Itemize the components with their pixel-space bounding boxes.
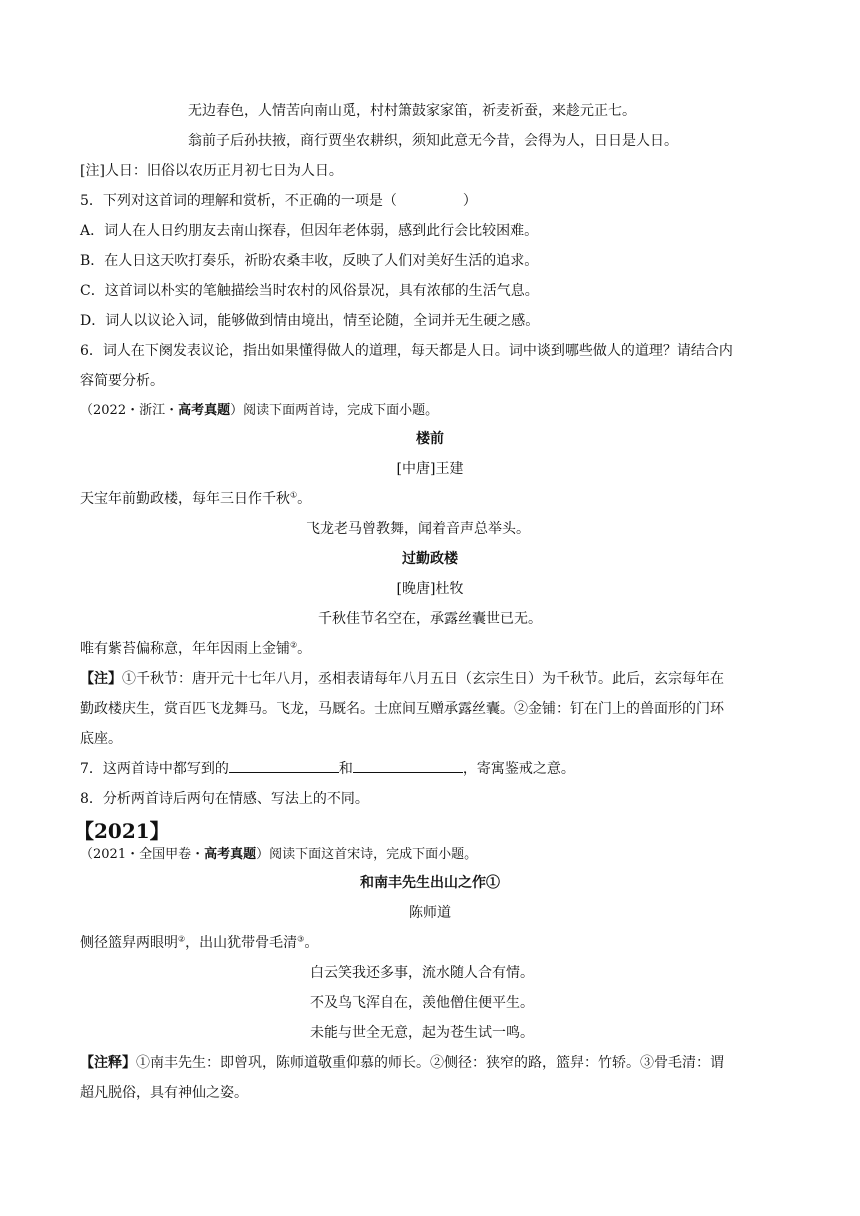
poem-c-author: 陈师道 bbox=[409, 905, 451, 921]
poem-c-line1 bbox=[80, 928, 780, 958]
question-7-mid: 和 bbox=[338, 761, 353, 777]
footnote-marker: ② bbox=[290, 640, 298, 650]
poem-a-author: [中唐]王建 bbox=[396, 461, 464, 477]
source-2022 bbox=[80, 400, 780, 424]
note-2021-line2: 超凡脱俗，具有神仙之姿。 bbox=[80, 1085, 248, 1101]
poem-c-line2: 白云笑我还多事，流水随人合有情。 bbox=[310, 965, 534, 981]
document-page bbox=[74, 96, 780, 1108]
question-5-option-b: B．在人日这天吹打奏乐，祈盼农桑丰收，反映了人们对美好生活的追求。 bbox=[80, 253, 539, 269]
question-5-option-c: C．这首词以朴实的笔触描绘当时农村的风俗景况，具有浓郁的生活气息。 bbox=[80, 283, 539, 299]
source-2022-bold: 高考真题 bbox=[178, 403, 231, 418]
question-5-option-a: A．词人在人日约朋友去南山探春，但因年老体弱，感到此行会比较困难。 bbox=[80, 223, 539, 239]
note-text: ①千秋节：唐开元十七年八月，丞相表请每年八月五日（玄宗生日）为千秋节。此后，玄宗每年在 bbox=[122, 671, 724, 687]
question-5-stem-text: 5．下列对这首词的理解和赏析，不正确的一项是（ bbox=[80, 193, 397, 209]
poem-a-line1-end: 。 bbox=[297, 491, 312, 507]
question-7 bbox=[80, 754, 780, 784]
source-2021-prefix: （2021・全国甲卷・ bbox=[80, 847, 205, 862]
footnote-marker: ③ bbox=[297, 934, 305, 944]
poem-b-line2-text: 唯有紫苔偏称意，年年因雨上金铺 bbox=[80, 641, 290, 657]
poem-c-line1-text: 侧径篮舁两眼明 bbox=[80, 935, 178, 951]
question-6-line1: 6．词人在下阕发表议论，指出如果懂得做人的道理，每天都是人日。词中谈到哪些做人的道理？请结合内 bbox=[80, 343, 733, 359]
note-label: 【注释】 bbox=[80, 1055, 136, 1071]
poem-b-author: [晚唐]杜牧 bbox=[396, 581, 464, 597]
poem-b-line1: 千秋佳节名空在，承露丝囊世已无。 bbox=[318, 611, 542, 627]
note-text: ①南丰先生：即曾巩，陈师道敬重仰慕的师长。②侧径：狭窄的路，篮舁：竹轿。③骨毛清：谓 bbox=[136, 1055, 724, 1071]
poem-c-line3: 不及鸟飞浑自在，羡他僧住便平生。 bbox=[310, 995, 534, 1011]
poem-note: [注]人日：旧俗以农历正月初七日为人日。 bbox=[80, 163, 343, 179]
answer-blank[interactable] bbox=[353, 756, 463, 773]
note-2021-line1 bbox=[80, 1048, 780, 1078]
answer-blank[interactable] bbox=[229, 756, 339, 773]
poem-b-line2-end: 。 bbox=[297, 641, 312, 657]
poem-a-line1-text: 天宝年前勤政楼，每年三日作千秋 bbox=[80, 491, 290, 507]
source-2021-bold: 高考真题 bbox=[204, 847, 257, 862]
question-7-text: 7．这两首诗中都写到的 bbox=[80, 761, 229, 777]
question-6-line2: 容简要分析。 bbox=[80, 373, 164, 389]
poem-c-title: 和南丰先生出山之作① bbox=[360, 875, 500, 891]
poem-a-line1 bbox=[80, 484, 780, 514]
source-2022-suffix: ）阅读下面两首诗，完成下面小题。 bbox=[230, 403, 439, 418]
question-5-stem-end: ） bbox=[462, 193, 477, 209]
source-2022-prefix: （2022・浙江・ bbox=[80, 403, 179, 418]
footnote-marker: ① bbox=[290, 490, 298, 500]
poem-line: 翁前子后孙扶掖，商行贾坐农耕织，须知此意无今昔，会得为人，日日是人日。 bbox=[188, 133, 678, 149]
note-2022-line3: 底座。 bbox=[80, 731, 122, 747]
question-5-stem bbox=[80, 186, 780, 216]
poem-b-line2 bbox=[80, 634, 780, 664]
note-2022-line2: 勤政楼庆生，赏百匹飞龙舞马。飞龙，马厩名。士庶间互赠承露丝囊。②金铺：钉在门上的兽面形的门环 bbox=[80, 701, 724, 717]
year-heading: 【2021】 bbox=[74, 819, 170, 843]
poem-c-line1-mid: ，出山犹带骨毛清 bbox=[185, 935, 298, 951]
source-2021 bbox=[80, 844, 780, 868]
poem-c-line1-end: 。 bbox=[304, 935, 319, 951]
question-7-end: ，寄寓鉴戒之意。 bbox=[462, 761, 575, 777]
poem-b-title: 过勤政楼 bbox=[402, 551, 458, 567]
source-2021-suffix: ）阅读下面这首宋诗，完成下面小题。 bbox=[256, 847, 478, 862]
note-2022-line1 bbox=[80, 664, 780, 694]
poem-a-line2: 飞龙老马曾教舞，闻着音声总举头。 bbox=[306, 521, 530, 537]
poem-line: 无边春色，人情苦向南山觅，村村箫鼓家家笛，祈麦祈蚕，来趁元正七。 bbox=[188, 103, 636, 119]
poem-a-title: 楼前 bbox=[416, 431, 444, 447]
note-label: 【注】 bbox=[80, 671, 122, 687]
question-8: 8．分析两首诗后两句在情感、写法上的不同。 bbox=[80, 791, 369, 807]
footnote-marker: ② bbox=[178, 934, 186, 944]
poem-c-line4: 未能与世全无意，起为苍生试一鸣。 bbox=[310, 1025, 534, 1041]
question-5-option-d: D．词人以议论入词，能够做到情由境出，情至论随，全词并无生硬之感。 bbox=[80, 313, 540, 329]
